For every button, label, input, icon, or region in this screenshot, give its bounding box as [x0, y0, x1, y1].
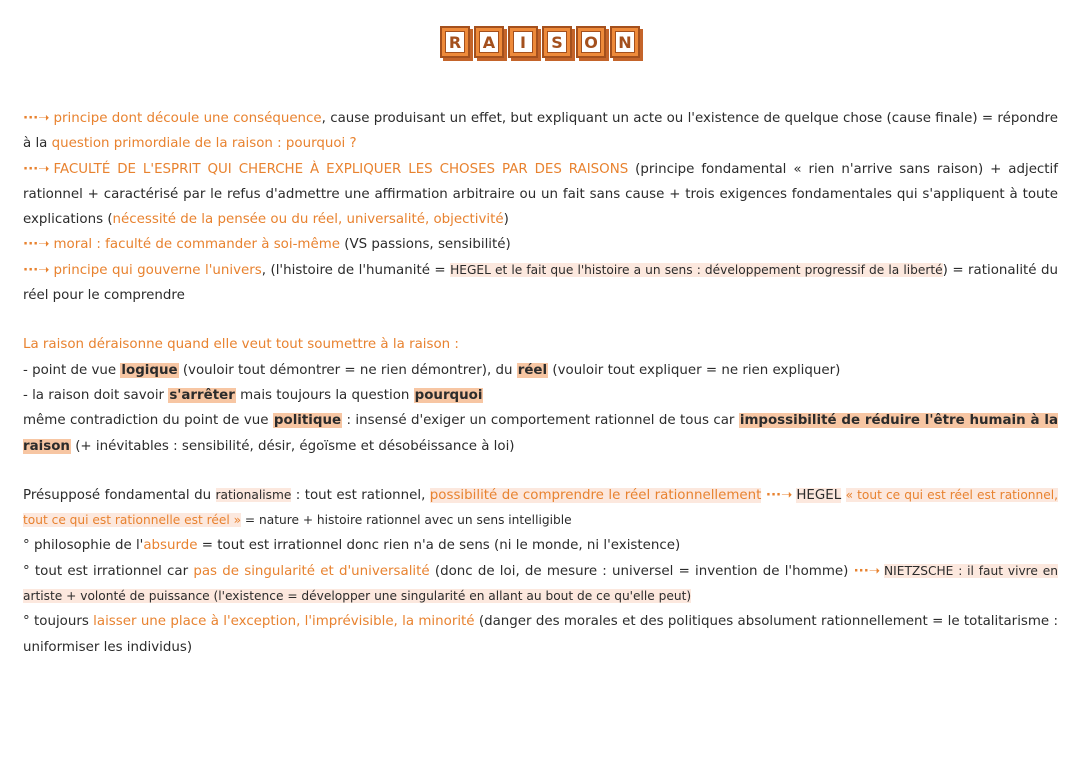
body-text: ° tout est irrationnel car [23, 563, 194, 579]
presupposition-paragraph [23, 483, 1058, 534]
bullet-item [23, 609, 1058, 660]
body-text: (donc de loi, de mesure : universel = invention de l'homme) [429, 563, 854, 579]
title-letter: A [479, 31, 499, 53]
body-text: (vouloir tout démontrer = ne rien démontrer), du [178, 362, 517, 378]
key-term: politique [273, 413, 342, 429]
title-block [474, 26, 504, 58]
body-text: mais toujours la question [235, 387, 414, 403]
definition-cause [23, 106, 1058, 157]
body-text: , (l'histoire de l'humanité = [261, 262, 451, 278]
body-text: même contradiction du point de vue [23, 413, 273, 429]
arrow-icon: ···➝ [23, 111, 50, 126]
bullet-item [23, 559, 1058, 610]
definition-moral [23, 232, 1058, 257]
title-block [610, 26, 640, 58]
quote-highlight: HEGEL et le fait que l'histoire a un sens : développement progressif de la liberté [450, 262, 943, 277]
key-term: réel [517, 362, 548, 378]
body-text: ° philosophie de l' [23, 538, 144, 554]
body-text: (VS passions, sensibilité) [340, 237, 511, 253]
notes-body [23, 106, 1058, 660]
body-text: (+ inévitables : sensibilité, désir, égoïsme et désobéissance à loi) [70, 438, 515, 454]
bullet-item [23, 533, 1058, 558]
body-text: Présupposé fondamental du [23, 487, 216, 503]
highlight-text: possibilité de comprendre le réel rationnellement [429, 487, 762, 503]
title-block [542, 26, 572, 58]
title-blocks [0, 26, 1080, 58]
body-text: - la raison doit savoir [23, 387, 169, 403]
body-text: (danger des morales et des politiques absolument rationnellement = le totalitarisme : uniformiser les individus) [23, 614, 1058, 655]
arrow-icon: ···➝ [765, 487, 793, 503]
body-text: = tout est irrationnel donc rien n'a de sens (ni le monde, ni l'existence) [197, 538, 681, 554]
highlight-text: question primordiale de la raison : pourquoi ? [51, 136, 357, 152]
arrow-icon: ···➝ [23, 237, 50, 253]
highlight-text: laisser une place à l'exception, l'imprévisible, la minorité [93, 614, 475, 630]
body-text: - point de vue [23, 362, 121, 378]
list-item [23, 358, 1058, 383]
body-text: : insensé d'exiger un comportement rationnel de tous car [342, 413, 739, 429]
key-term: pourquoi [414, 387, 483, 403]
title-block [440, 26, 470, 58]
body-text: ) = rationalité du réel pour le comprendre [23, 262, 1058, 304]
arrow-icon: ···➝ [23, 262, 50, 278]
title-letter: S [547, 31, 567, 53]
definition-faculty [23, 157, 1058, 233]
highlight-text: pas de singularité et d'universalité [193, 563, 430, 579]
body-text: ) [503, 212, 509, 228]
highlight-text: moral : faculté de commander à soi-même [53, 237, 340, 253]
key-term: impossibilité de réduire l'être humain à la raison [23, 413, 1058, 454]
quote-highlight: NIETZSCHE : il faut vivre en artiste + volonté de puissance (l'existence = développer une singularité en allant au bout de ce qu'elle peut) [23, 563, 1058, 604]
body-text: , cause produisant un effet, but expliquant un acte ou l'existence de quelque chose (cause finale) = répondre à la [23, 111, 1059, 152]
body-text: = nature + histoire rationnel avec un sens intelligible [241, 513, 572, 528]
title-letter: R [445, 31, 465, 53]
key-term: logique [121, 362, 178, 378]
highlight-text: absurde [143, 538, 198, 554]
quote-highlight: HEGEL [796, 487, 842, 503]
arrow-icon: ···➝ [853, 563, 881, 579]
title-letter: I [513, 31, 533, 53]
quote-highlight: rationalisme [215, 487, 292, 502]
highlight-text: « tout ce qui est réel est rationnel, tout ce qui est rationnelle est réel » [23, 487, 1058, 528]
spacer [23, 459, 1058, 483]
body-text: ° toujours [23, 614, 94, 630]
highlight-text: FACULTÉ DE L'ESPRIT QUI CHERCHE À EXPLIQUER LES CHOSES PAR DES RAISONS [53, 161, 629, 177]
spacer [23, 308, 1058, 332]
highlight-text: principe qui gouverne l'univers [53, 262, 262, 278]
body-text: (principe fondamental « rien n'arrive sans raison) + adjectif rationnel + caractérisé par le refus d'admettre une affirmation arbitraire ou un fait sans cause + trois exigences fondamentales qui s'appliquent à toute explications ( [23, 161, 1058, 228]
highlight-text: principe dont découle une conséquence [53, 111, 322, 126]
body-text: (vouloir tout expliquer = ne rien expliquer) [548, 362, 841, 378]
title-letter: O [581, 31, 601, 53]
title-block [576, 26, 606, 58]
list-item [23, 408, 1058, 459]
arrow-icon: ···➝ [23, 161, 50, 177]
title-block [508, 26, 538, 58]
body-text: : tout est rationnel, [291, 487, 430, 503]
section-heading: La raison déraisonne quand elle veut tout soumettre à la raison : [23, 337, 459, 353]
title-letter: N [615, 31, 635, 53]
key-term: s'arrêter [169, 387, 235, 403]
highlight-text: nécessité de la pensée ou du réel, universalité, objectivité [112, 212, 504, 228]
definition-universe [23, 258, 1058, 309]
list-item [23, 383, 1058, 408]
